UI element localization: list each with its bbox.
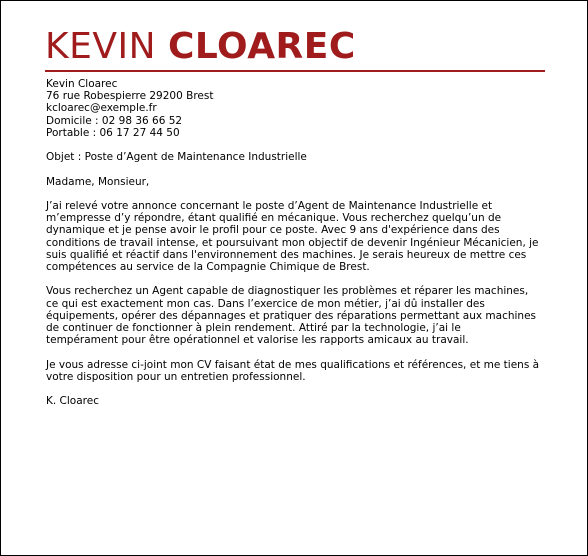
paragraph-line: de continuer de fonctionner à plein rendement. Attiré par la technologie, j’ai le	[46, 322, 461, 334]
title-underline	[45, 70, 545, 72]
paragraph-line: Je vous adresse ci-joint mon CV faisant état de mes qualifications et références, et me tiens à	[46, 358, 540, 371]
sender-email: kcloarec@exemple.fr	[46, 102, 157, 115]
paragraph-line: votre disposition pour un entretien professionnel.	[46, 370, 306, 383]
letter-body	[46, 78, 551, 407]
paragraph-line: m’empresse d’y répondre, étant qualifié en mécanique. Vous recherchez quelqu’un de	[46, 212, 502, 225]
letter-subject: Objet : Poste d’Agent de Maintenance Industrielle	[46, 151, 307, 164]
paragraph-line: J’ai relevé votre annonce concernant le poste d’Agent de Maintenance Industrielle et	[46, 199, 493, 212]
paragraph-line: compétences au service de la Compagnie Chimique de Brest.	[46, 261, 370, 273]
sender-name: Kevin Cloarec	[46, 78, 118, 90]
sender-home-phone: Domicile : 02 98 36 66 52	[46, 114, 183, 127]
paragraph-line: dynamique et je pense avoir le profil pour ce poste. Avec 9 ans d'expérience dans des	[46, 224, 500, 237]
sender-address: 76 rue Robespierre 29200 Brest	[46, 90, 214, 103]
paragraph-line: Vous recherchez un Agent capable de diagnostiquer les problèmes et réparer les machines,	[46, 285, 529, 298]
letter-salutation: Madame, Monsieur,	[46, 175, 150, 188]
paragraph-line: tempérament pour être opérationnel et valorise les rapports amicaux au travail.	[46, 334, 469, 347]
paragraph-1	[46, 200, 551, 273]
paragraph-3	[46, 359, 551, 383]
sender-mobile-phone: Portable : 06 17 27 44 50	[46, 126, 180, 139]
letter-signature: K. Cloarec	[46, 395, 99, 408]
letter-title	[45, 27, 356, 67]
title-first-name: KEVIN	[45, 26, 157, 67]
paragraph-line: conditions de travail intense, et poursuivant mon objectif de devenir Ingénieur Mécanicien, je	[46, 236, 539, 249]
paragraph-line: ce qui est exactement mon cas. Dans l’exercice de mon métier, j’ai dû installer des	[46, 297, 485, 310]
paragraph-line: équipements, opérer des dépannages et pratiquer des réparations permettant aux machines	[46, 309, 537, 322]
paragraph-line: suis qualifié et réactif dans l'environnement des machines. Je serais heureux de mettre ces	[46, 248, 527, 261]
sender-block	[46, 78, 551, 139]
title-last-name: CLOAREC	[167, 26, 356, 67]
paragraph-2	[46, 285, 551, 346]
